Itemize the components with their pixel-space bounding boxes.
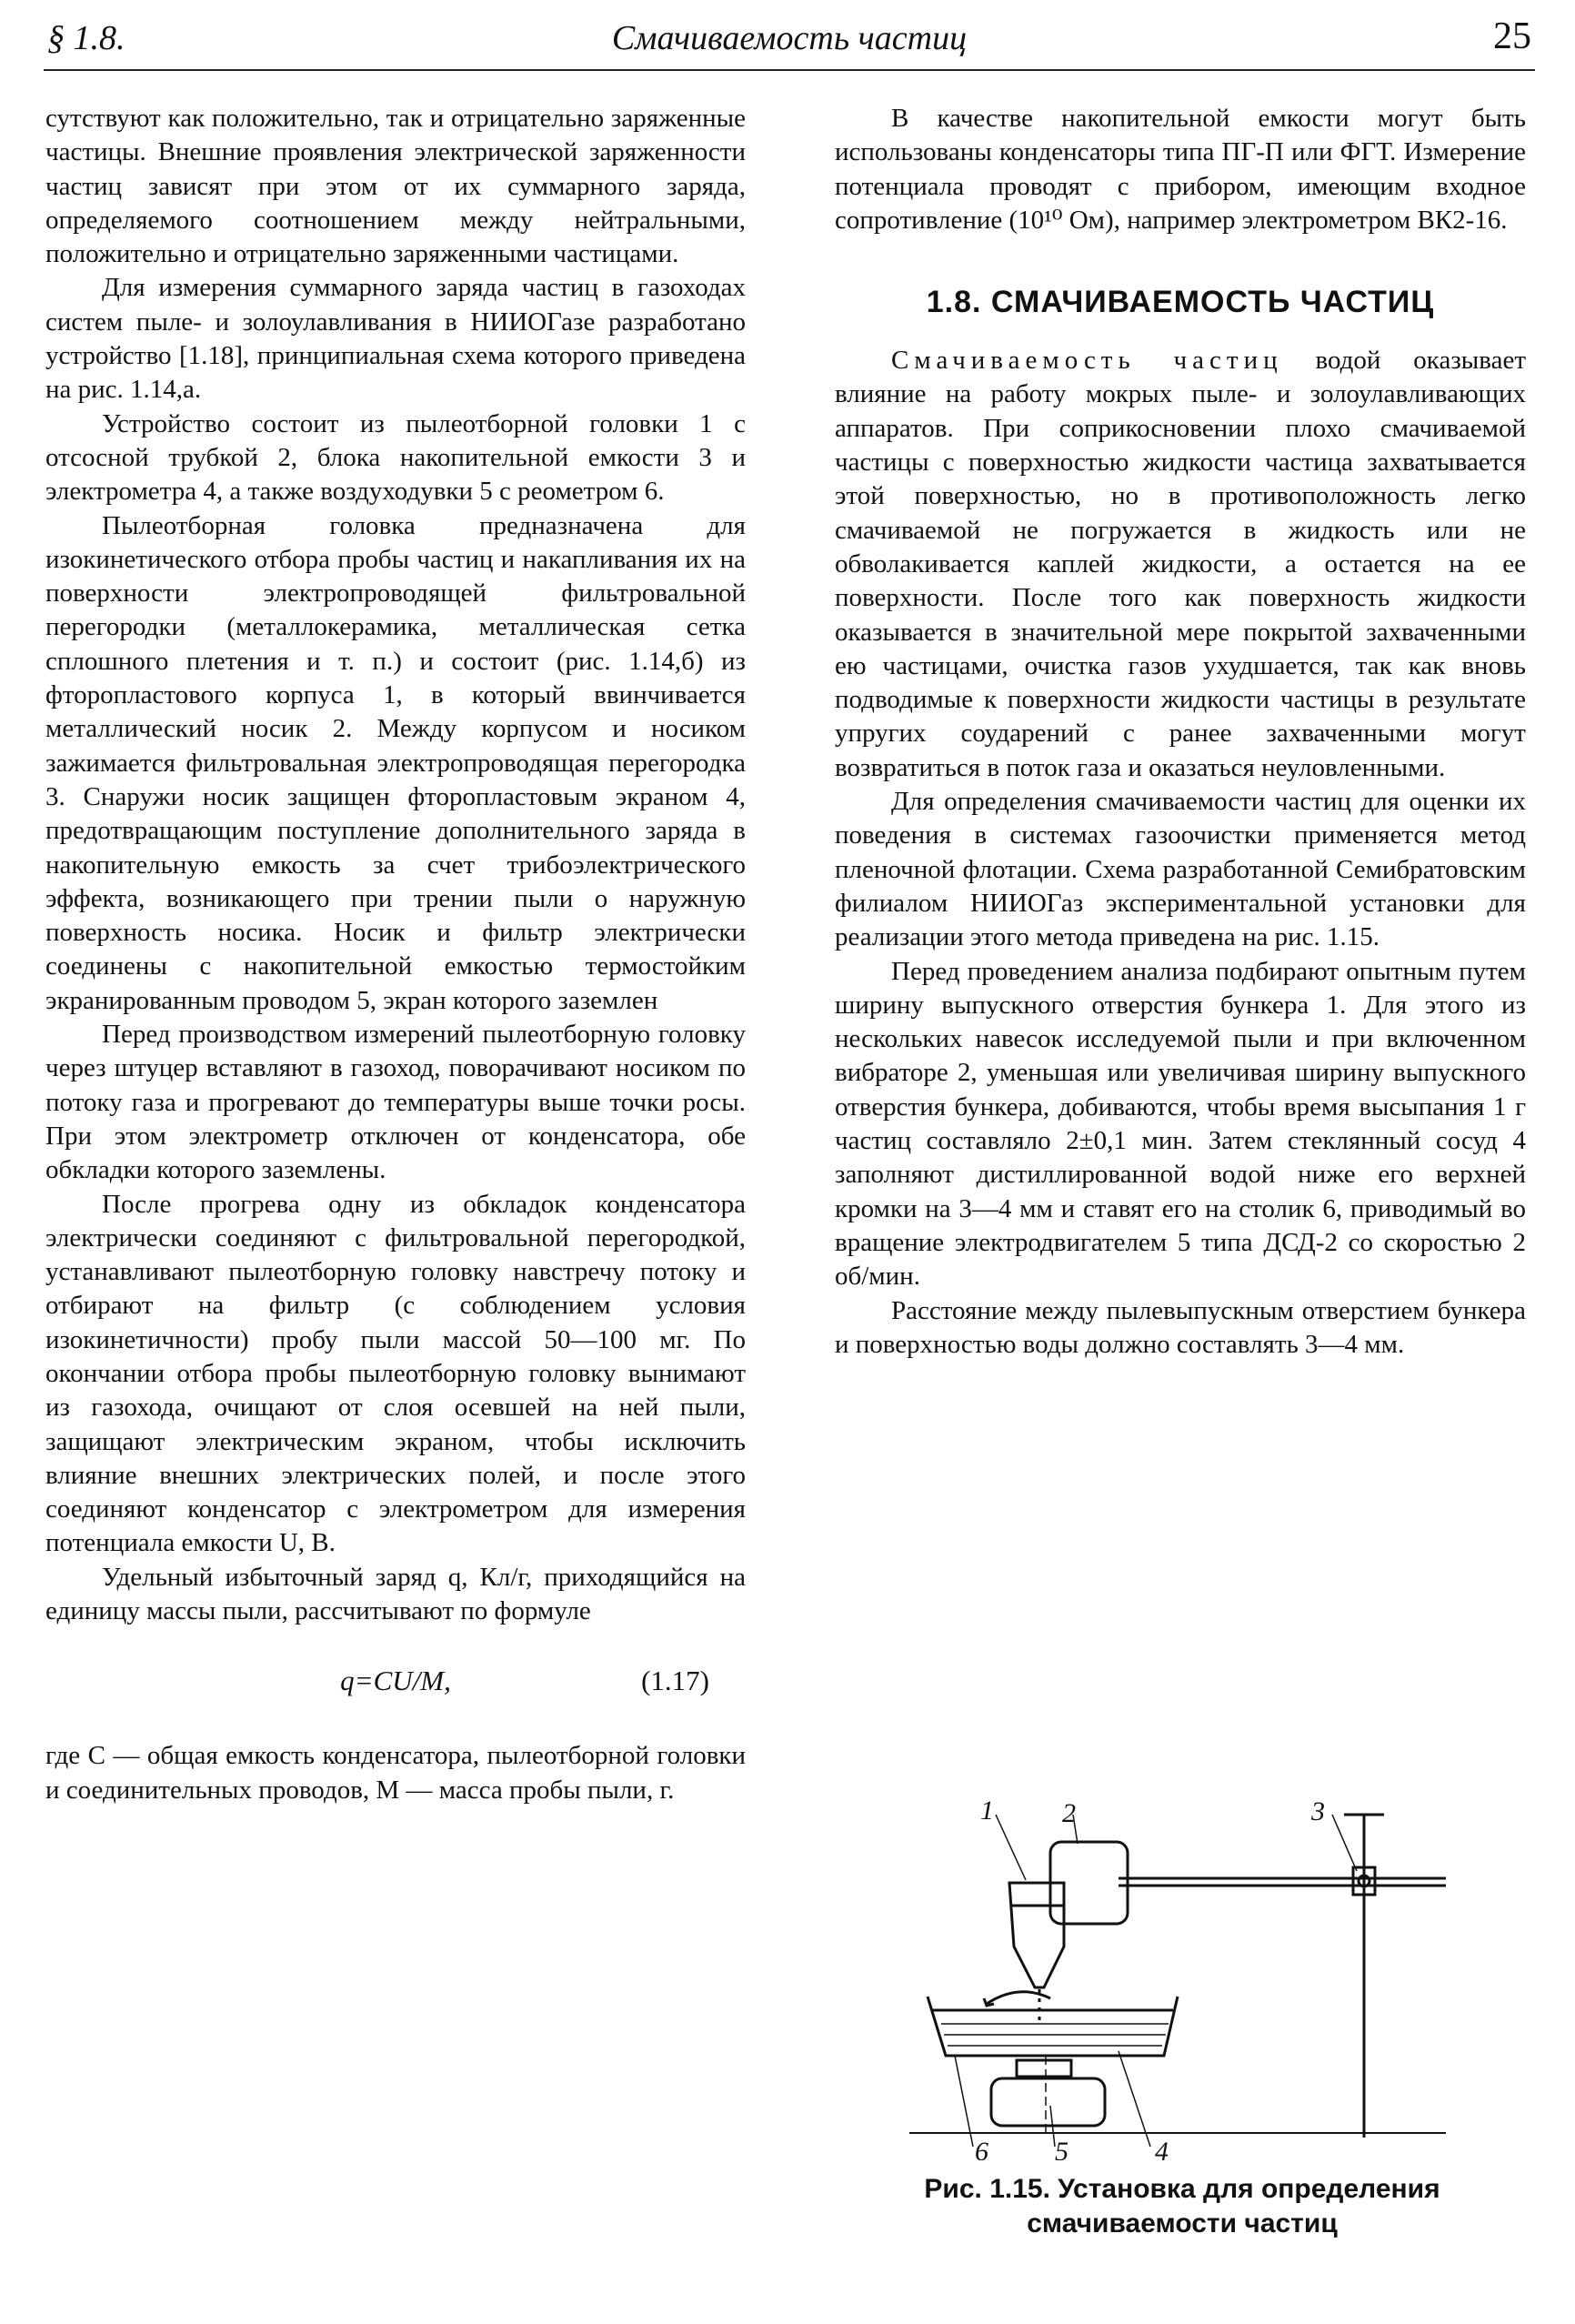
apparatus-diagram bbox=[900, 1796, 1464, 2160]
left-column bbox=[45, 102, 746, 1807]
electric-motor bbox=[991, 2078, 1105, 2126]
rotating-table bbox=[1017, 2060, 1071, 2077]
caption-text: Установка для определения смачиваемости частиц bbox=[1027, 2174, 1440, 2238]
label-4: 4 bbox=[1155, 2137, 1169, 2160]
glass-vessel bbox=[928, 1997, 1178, 2056]
section-title: 1.8. СМАЧИВАЕМОСТЬ ЧАСТИЦ bbox=[926, 285, 1435, 320]
paragraph: Расстояние между пылевыпускным отверстием бункера и поверхностью воды должно составлять 3—4 мм. bbox=[835, 1295, 1526, 1359]
paragraph-text: водой оказывает влияние на работу мокрых пыле- и золоулавливающих аппаратов. При соприкосновении плохо смачиваемой частицы с поверхностью жидкости частица захватывается этой поверхностью, но в противоположность легко смачиваемой не погружается в жидкость или не обволакивается каплей жидкости, а остается на ее поверхности. После того как поверхность жидкости оказывается в значительной мере покрытой захваченными ею частицами, очистка газов ухудшается, так как вновь подводимые к поверхности жидкости частицы в результате упругих соударений с ранее захваченными могут возвратиться в поток газа и оказаться неуловленными. bbox=[835, 346, 1526, 782]
caption-label: Рис. 1.15. bbox=[924, 2174, 1050, 2204]
header-section: § 1.8. bbox=[47, 19, 125, 57]
paragraph: Перед производством измерений пылеотборную головку через штуцер вставляют в газоход, поворачивают носиком по потоку газа и прогревают до температуры выше точки росы. При этом электрометр отключен от конденсатора, обе обкладки которого заземлены. bbox=[45, 1020, 746, 1185]
hopper bbox=[1009, 1883, 1064, 1987]
paragraph: Удельный избыточный заряд q, Кл/г, приходящийся на единицу массы пыли, рассчитывают по формуле bbox=[45, 1562, 746, 1626]
spaced-term: Смачиваемость частиц bbox=[891, 346, 1283, 376]
formula-block bbox=[45, 1652, 746, 1715]
paragraph: После прогрева одну из обкладок конденсатора электрически соединяют с фильтровальной перегородкой, устанавливают пылеотборную головку навстречу потоку и отбирают на фильтр (с соблюдением условия изокинетичности) пробу пыли массой 50—100 мг. По окончании отбора пробы пылеотборную головку вынимают из газохода, очищают от слоя осевшей на ней пыли, защищают электрическим экраном, чтобы исключить влияние внешних электрических полей, и после этого соединяют конденсатор с электрометром для измерения потенциала емкости U, В. bbox=[45, 1189, 746, 1558]
label-6: 6 bbox=[975, 2137, 988, 2160]
label-3: 3 bbox=[1311, 1796, 1325, 1826]
paragraph: В качестве накопительной емкости могут быть использованы конденсаторы типа ПГ-П или ФГТ. Измерение потенциала проводят с прибором, имеющим входное сопротивление (10¹⁰ Ом), например электрометром ВК2-16. bbox=[835, 104, 1526, 235]
running-header bbox=[44, 13, 1535, 71]
paragraph bbox=[835, 344, 1526, 785]
formula-number: (1.17) bbox=[641, 1665, 709, 1697]
label-2: 2 bbox=[1062, 1798, 1076, 1828]
paragraph: Устройство состоит из пылеотборной головки 1 с отсосной трубкой 2, блока накопительной емкости 3 и электрометра 4, а также воздуходувки 5 с реометром 6. bbox=[45, 408, 746, 507]
paragraph: сутствуют как положительно, так и отрицательно заряженные частицы. Внешние проявления электрической заряженности частиц зависят при этом от их суммарного заряда, определяемого соотношением между нейтральными, положительно и отрицательно заряженными частицами. bbox=[45, 104, 746, 269]
page-number: 25 bbox=[1493, 15, 1531, 57]
header-title: Смачиваемость частиц bbox=[611, 19, 968, 57]
paragraph: Для измерения суммарного заряда частиц в газоходах систем пыле- и золоулавливания в НИИОГазе разработано устройство [1.18], принципиальная схема которого приведена на рис. 1.14,а. bbox=[45, 273, 746, 405]
figure-caption bbox=[837, 2172, 1528, 2241]
label-5: 5 bbox=[1055, 2137, 1068, 2160]
paragraph: Перед проведением анализа подбирают опытным путем ширину выпускного отверстия бункера 1. Для этого из нескольких навесок исследуемой пыли и при включенном вибраторе 2, уменьшая или увеличивая ширину выпускного отверстия бункера, добиваются, чтобы время высыпания 1 г частиц составляло 2±0,1 мин. Затем стеклянный сосуд 4 заполняют дистиллированной водой ниже его верхней кромки на 3—4 мм и ставят его на столик 6, приводимый во вращение электродвигателем 5 типа ДСД-2 со скоростью 2 об/мин. bbox=[835, 956, 1526, 1292]
figure-1-15 bbox=[900, 1796, 1464, 2160]
paragraph: Пылеотборная головка предназначена для изокинетического отбора пробы частиц и накапливания их на поверхности электропроводящей фильтровальной перегородки (металлокерамика, металлическая сетка сплошного плетения и т. п.) и состоит (рис. 1.14,б) из фторопластового корпуса 1, в который ввинчивается металлический носик 2. Между корпусом и носиком зажимается фильтровальная электропроводящая перегородка 3. Снаружи носик защищен фторопластовым экраном 4, предотвращающим поступление дополнительного заряда в накопительную емкость за счет трибоэлектрического эффекта, возникающего при трении пыли о наружную поверхность носика. Носик и фильтр электрически соединены с накопительной емкостью термостойким экранированным проводом 5, экран которого заземлен bbox=[45, 510, 746, 1015]
paragraph: Для определения смачиваемости частиц для оценки их поведения в системах газоочистки применяется метод пленочной флотации. Схема разработанной Семибратовским филиалом НИИОГаз экспериментальной установки для реализации этого метода приведена на рис. 1.15. bbox=[835, 787, 1526, 952]
label-1: 1 bbox=[980, 1796, 994, 1826]
right-column bbox=[835, 102, 1526, 1362]
paragraph: где C — общая емкость конденсатора, пылеотборной головки и соединительных проводов, M — масса пробы пыли, г. bbox=[45, 1741, 746, 1805]
formula: q=CU/M, bbox=[340, 1665, 451, 1697]
